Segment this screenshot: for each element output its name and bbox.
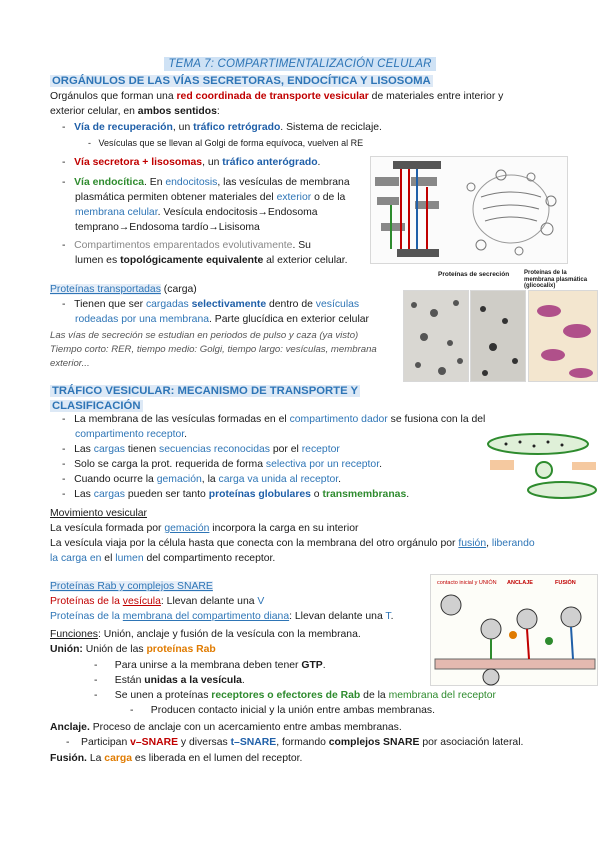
list-item-compartimentos-1: - Compartimentos emparentados evolutivamente. Su xyxy=(62,240,311,251)
list-item-endocitica-4: temprano→Endosoma tardío→Lisisoma xyxy=(75,222,260,233)
paragraph-vesicula-v: Proteínas de la vesícula: Llevan delante una V xyxy=(50,596,265,607)
figure-label-secrecion: Proteínas de secreción xyxy=(438,271,510,278)
list-item-gtp: - Para unirse a la membrana deben tener GTP. xyxy=(94,660,326,671)
vesicle-budding-figure xyxy=(486,430,598,500)
micrograph-2 xyxy=(470,290,526,382)
list-item-gemacion: - Cuando ocurre la gemación, la carga va unida al receptor. xyxy=(62,474,342,485)
note-tiempos-2: exterior... xyxy=(50,358,90,369)
paragraph-union: Unión: Unión de las proteínas Rab xyxy=(50,644,216,655)
paragraph-movimiento-3: la carga en el lumen del compartimento receptor. xyxy=(50,553,276,564)
list-item-recuperacion: - Vía de recuperación, un tráfico retrógrado. Sistema de reciclaje. xyxy=(62,122,382,133)
micrograph-3 xyxy=(528,290,598,382)
list-item-selectiva: - Solo se carga la prot. requerida de forma selectiva por un receptor. xyxy=(62,459,382,470)
vesicular-pathways-figure xyxy=(370,156,568,264)
section-heading-trafico-2: CLASIFICACIÓN xyxy=(52,400,141,412)
figure-label-fusion: FUSIÓN xyxy=(555,580,576,586)
list-item-membrana-1: - La membrana de las vesículas formadas en el compartimento dador se fusiona con la del xyxy=(62,414,486,425)
list-item-secretora: - Vía secretora + lisosomas, un tráfico anterógrado. xyxy=(62,157,321,168)
list-item-compartimentos-2: lumen es topológicamente equivalente al exterior celular. xyxy=(75,255,348,266)
list-item-efectores: - Se unen a proteínas receptores o efectores de Rab de la membrana del receptor xyxy=(94,690,497,701)
list-item-membrana-2: compartimento receptor. xyxy=(75,429,188,440)
list-item-snare: - Participan v–SNARE y diversas t–SNARE, formando complejos SNARE por asociación lateral. xyxy=(66,737,524,748)
list-item-cargadas-2: rodeadas por una membrana. Parte glucídica en exterior celular xyxy=(75,314,369,325)
paragraph-movimiento-2: La vesícula viaja por la célula hasta que conecta con la membrana del otro orgánulo por fusión, liberando xyxy=(50,538,535,549)
paragraph-intro-1: Orgánulos que forman una red coordinada de transporte vesicular de materiales entre interior y xyxy=(50,91,504,102)
list-item-endocitica-1: - Vía endocítica. En endocitosis, las vesículas de membrana xyxy=(62,177,350,188)
figure-label-anclaje: ANCLAJE xyxy=(507,580,533,586)
list-item-unidas: - Están unidas a la vesícula. xyxy=(94,675,245,686)
paragraph-intro-2: exterior celular, en ambos sentidos: xyxy=(50,106,220,117)
section-heading-organulos: ORGÁNULOS DE LAS VÍAS SECRETORAS, ENDOCÍTICA Y LISOSOMA xyxy=(52,75,431,87)
sub-list-item-reciclaje: - Vesículas que se llevan al Golgi de forma equívoca, vuelven al RE xyxy=(88,138,364,148)
list-item-cargas-secuencias: - Las cargas tienen secuencias reconocidas por el receptor xyxy=(62,444,340,455)
rab-snare-figure xyxy=(430,574,598,686)
list-item-endocitica-3: membrana celular. Vesícula endocitosis→Endosoma xyxy=(75,207,318,218)
note-pulso-caza: Las vías de secreción se estudian en periodos de pulso y caza (ya visto) xyxy=(50,330,359,341)
subheading-rab-snare: Proteínas Rab y complejos SNARE xyxy=(50,581,213,592)
paragraph-anclaje: Anclaje. Proceso de anclaje con un acercamiento entre ambas membranas. xyxy=(50,722,402,733)
figure-label-union: contacto inicial y UNIÓN xyxy=(437,580,497,586)
figure-label-membrana: Proteínas de la membrana plasmática (glicocalix) xyxy=(524,270,588,290)
sub-list-item-contacto: - Producen contacto inicial y la unión entre ambas membranas. xyxy=(130,705,435,716)
paragraph-funciones: Funciones: Unión, anclaje y fusión de la vesícula con la membrana. xyxy=(50,629,361,640)
paragraph-diana-t: Proteínas de la membrana del compartimento diana: Llevan delante una T. xyxy=(50,611,394,622)
page-title: TEMA 7: COMPARTIMENTALIZACIÓN CELULAR xyxy=(0,56,600,73)
subheading-movimiento-vesicular: Movimiento vesicular xyxy=(50,508,148,519)
micrograph-1 xyxy=(403,290,469,382)
list-item-endocitica-2: plasmática permiten obtener materiales del exterior o de la xyxy=(75,192,346,203)
note-tiempos-1: Tiempo corto: RER, tiempo medio: Golgi, tiempo largo: vesículas, membrana xyxy=(50,344,377,355)
paragraph-movimiento-1: La vesícula formada por gemación incorpora la carga en su interior xyxy=(50,523,359,534)
section-heading-trafico-1: TRÁFICO VESICULAR: MECANISMO DE TRANSPORTE Y xyxy=(52,385,359,397)
list-item-cargadas-1: - Tienen que ser cargadas selectivamente dentro de vesículas xyxy=(62,299,360,310)
paragraph-fusion: Fusión. La carga es liberada en el lumen del receptor. xyxy=(50,753,303,764)
subheading-proteinas-transportadas: Proteínas transportadas (carga) xyxy=(50,284,197,295)
list-item-tipos-carga: - Las cargas pueden ser tanto proteínas globulares o transmembranas. xyxy=(62,489,410,500)
